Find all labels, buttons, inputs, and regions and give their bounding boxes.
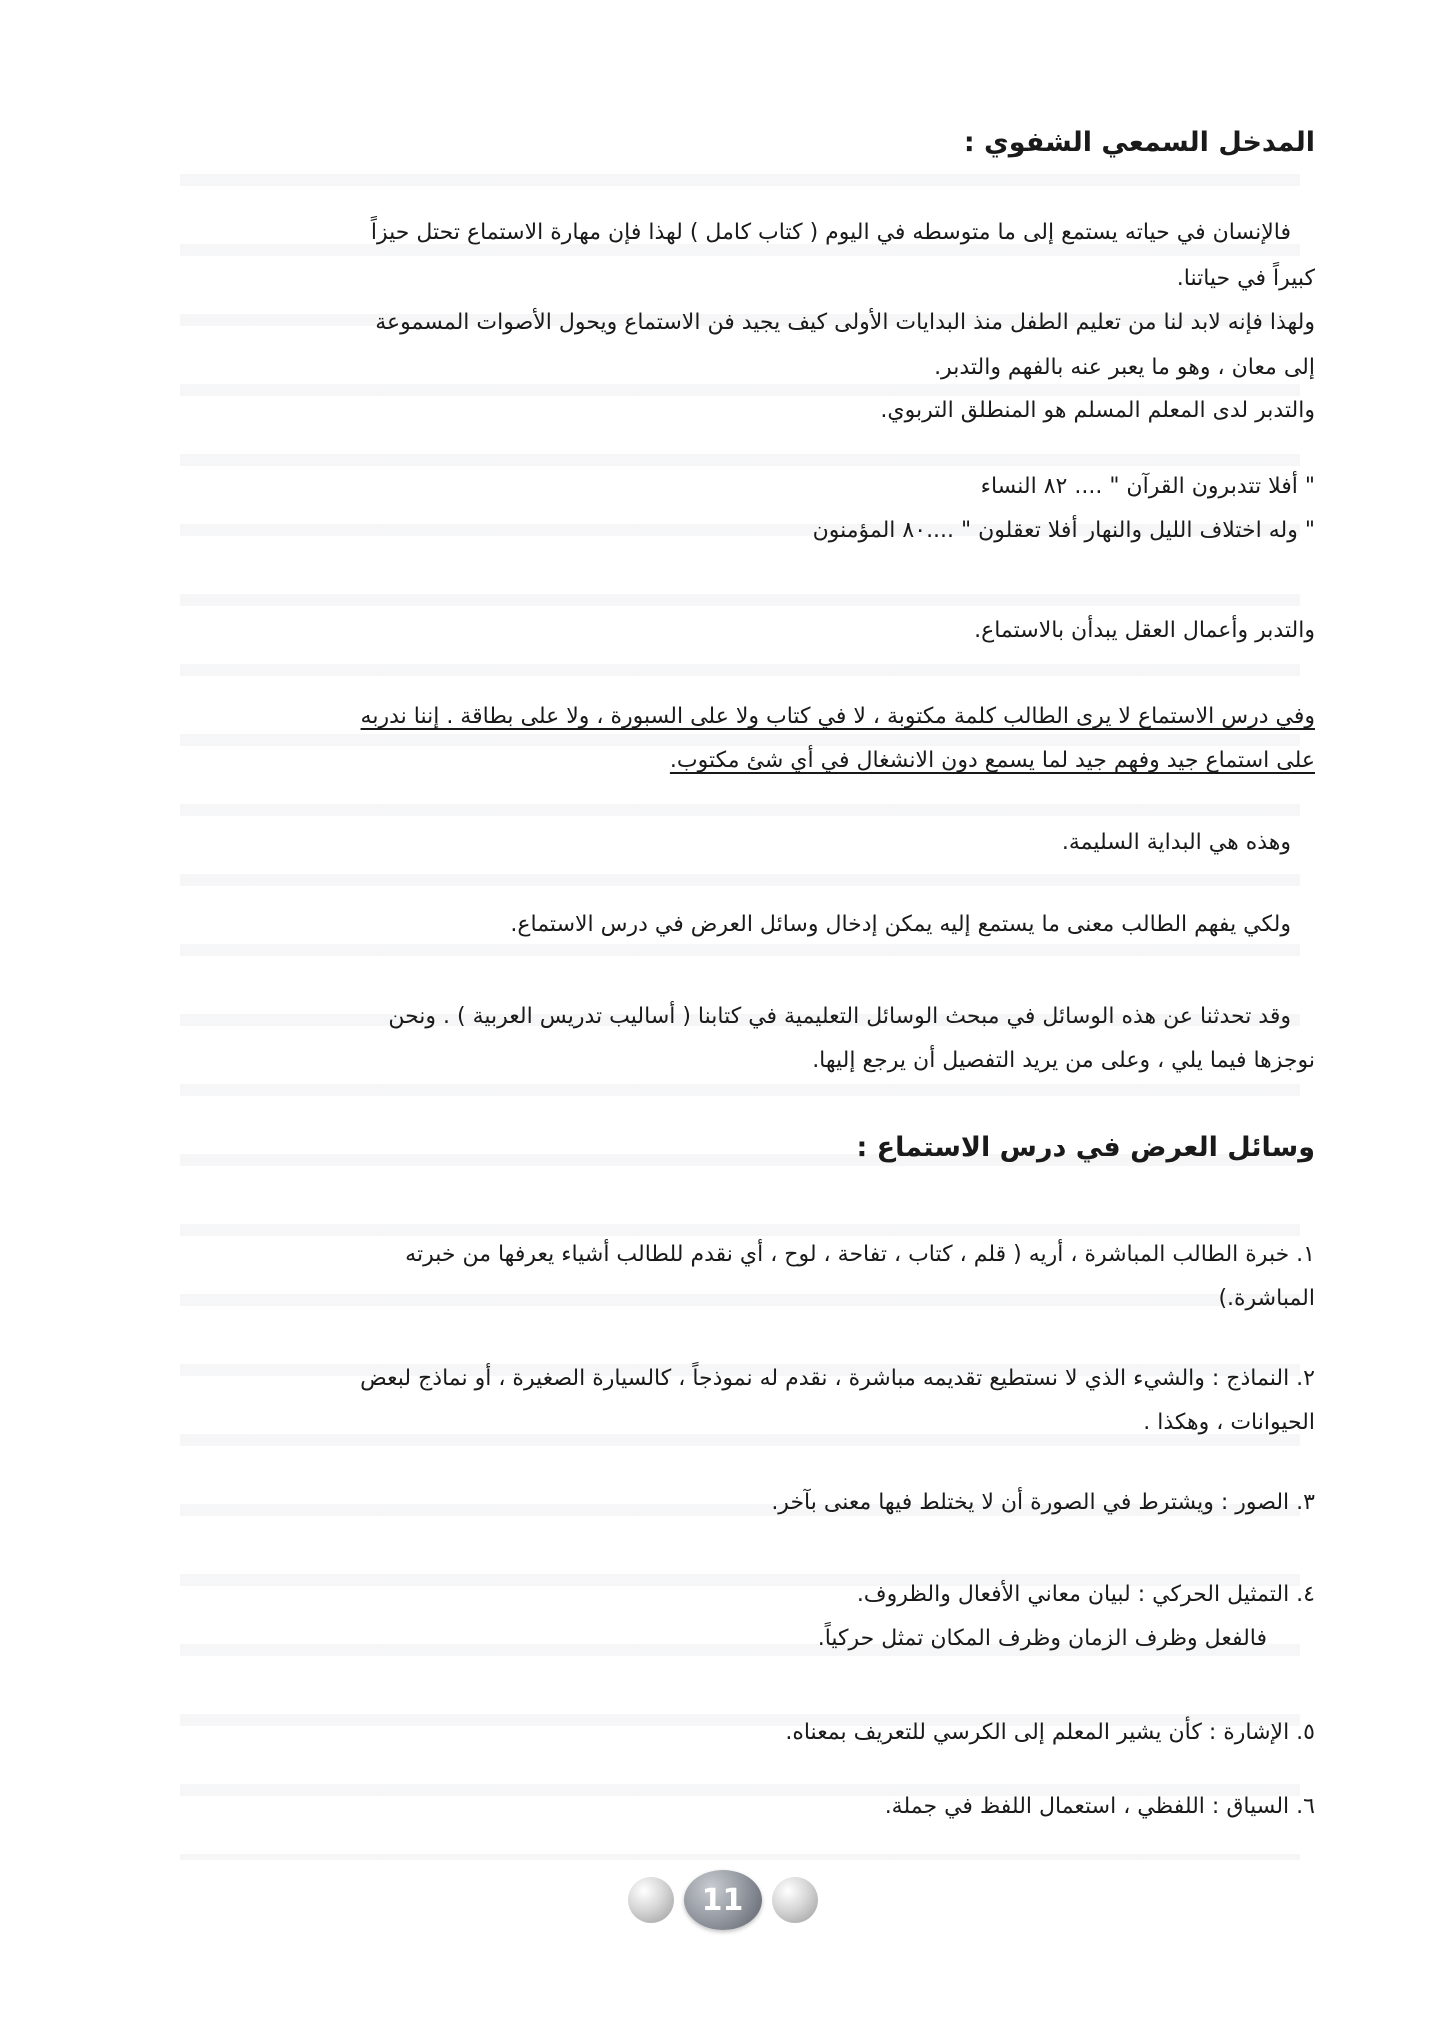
- section-heading-listening-oral: المدخل السمعي الشفوي :: [963, 127, 1315, 158]
- list-item-5: ٥. الإشارة : كأن يشير المعلم إلى الكرسي للتعريف بمعناه.: [785, 1720, 1315, 1745]
- decorative-sphere-right: [772, 1877, 818, 1923]
- paragraph-8-line-2: نوجزها فيما يلي ، وعلى من يريد التفصيل أن يرجع إليها.: [812, 1048, 1315, 1073]
- paragraph-6: وهذه هي البداية السليمة.: [1061, 830, 1291, 855]
- paragraph-5-line-2: على استماع جيد وفهم جيد لما يسمع دون الانشغال في أي شئ مكتوب.: [669, 748, 1315, 773]
- paragraph-2-line-2: إلى معان ، وهو ما يعبر عنه بالفهم والتدبر.: [934, 355, 1315, 380]
- paragraph-3: والتدبر لدى المعلم المسلم هو المنطلق التربوي.: [880, 398, 1315, 423]
- list-item-1-line-1: ١. خبرة الطالب المباشرة ، أريه ( قلم ، كتاب ، تفاحة ، لوح ، أي نقدم للطالب أشياء يعرفها من خبرته: [405, 1242, 1315, 1267]
- paragraph-2-line-1: ولهذا فإنه لابد لنا من تعليم الطفل منذ البدايات الأولى كيف يجيد فن الاستماع ويحول الأصوات المسموعة: [375, 310, 1315, 335]
- list-item-3: ٣. الصور : ويشترط في الصورة أن لا يختلط فيها معنى بآخر.: [771, 1490, 1315, 1515]
- paragraph-1-line-2: كبيراً في حياتنا.: [1176, 266, 1315, 291]
- paragraph-1-line-1: فالإنسان في حياته يستمع إلى ما متوسطه في اليوم ( كتاب كامل ) لهذا فإن مهارة الاستماع تحتل حيزاً: [370, 220, 1291, 245]
- list-item-2-line-2: الحيوانات ، وهكذا .: [1143, 1410, 1315, 1435]
- paragraph-7: ولكي يفهم الطالب معنى ما يستمع إليه يمكن إدخال وسائل العرض في درس الاستماع.: [510, 912, 1291, 937]
- decorative-sphere-left: [628, 1877, 674, 1923]
- paragraph-5-line-1: وفي درس الاستماع لا يرى الطالب كلمة مكتوبة ، لا في كتاب ولا على السبورة ، ولا على بطاقة . إننا ندربه: [360, 704, 1315, 729]
- list-item-4-line-1: ٤. التمثيل الحركي : لبيان معاني الأفعال والظروف.: [856, 1582, 1315, 1607]
- quran-quote-2: " وله اختلاف الليل والنهار أفلا تعقلون " ....٨٠ المؤمنون: [812, 518, 1315, 543]
- quran-quote-1: " أفلا تتدبرون القرآن " .... ٨٢ النساء: [980, 474, 1315, 499]
- page-number-badge: [628, 1870, 818, 1930]
- section-heading-display-means: وسائل العرض في درس الاستماع :: [856, 1132, 1315, 1163]
- list-item-4-line-2: فالفعل وظرف الزمان وظرف المكان تمثل حركياً.: [817, 1626, 1267, 1651]
- paragraph-8-line-1: وقد تحدثنا عن هذه الوسائل في مبحث الوسائل التعليمية في كتابنا ( أساليب تدريس العربية ) . ونحن: [388, 1004, 1291, 1029]
- list-item-6: ٦. السياق : اللفظي ، استعمال اللفظ في جملة.: [884, 1794, 1315, 1819]
- page-number: 11: [684, 1870, 762, 1930]
- paragraph-4: والتدبر وأعمال العقل يبدأن بالاستماع.: [974, 618, 1315, 643]
- list-item-2-line-1: ٢. النماذج : والشيء الذي لا نستطيع تقديمه مباشرة ، نقدم له نموذجاً ، كالسيارة الصغيرة ، أو نماذج لبعض: [360, 1366, 1315, 1391]
- list-item-1-line-2: المباشرة.): [1218, 1286, 1315, 1311]
